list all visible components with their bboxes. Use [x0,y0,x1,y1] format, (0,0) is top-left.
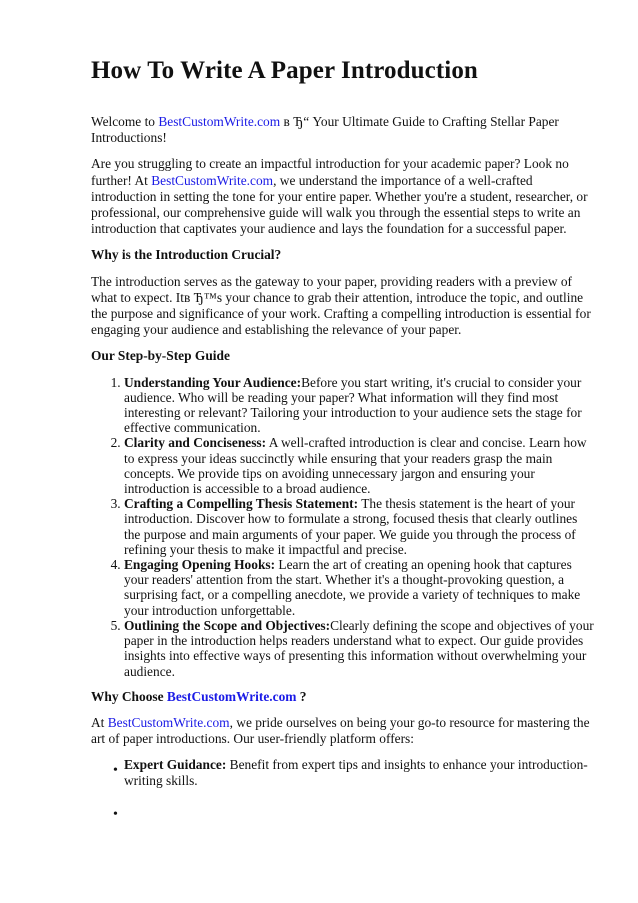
heading-why-choose [91,689,594,705]
brand-link[interactable]: BestCustomWrite.com [151,172,274,188]
offers-list [91,757,594,822]
step-title: Outlining the Scope and Objectives: [124,617,331,633]
intro-paragraph [91,156,594,237]
welcome-post: в Ђ“ Your Ultimate Guide to Crafting Stellar Paper Introductions! [91,114,559,146]
offer-title: Expert Guidance: [124,757,227,773]
list-item [113,757,594,788]
list-item [113,801,594,822]
why-pre: Why Choose [91,688,167,704]
why-paragraph [91,715,594,747]
heading-why-crucial: Why is the Introduction Crucial? [91,247,282,263]
bullet-icon: • [113,763,118,779]
list-item [124,375,594,436]
brand-link[interactable]: BestCustomWrite.com [158,114,281,129]
step-text: Learn the art of creating an opening hook that captures your readers' attention from the start. Whether it's a thought-provoking question, a surprising fact, or a compelling anecdote, we provide a variety of techniques to make your introduction unforgettable. [124,557,581,618]
list-item [124,496,594,557]
step-title: Clarity and Conciseness: [124,435,267,451]
list-item [124,435,594,496]
list-item [124,557,594,618]
brand-link[interactable]: BestCustomWrite.com [107,714,230,730]
intro-pre: Are you struggling to create an impactful introduction for your academic paper? Look no further! At [91,156,569,188]
brand-link[interactable]: BestCustomWrite.com [166,688,297,704]
step-title: Understanding Your Audience: [124,374,302,390]
page-title: How To Write A Paper Introduction [91,57,478,84]
crucial-paragraph: The introduction serves as the gateway to your paper, providing readers with a preview of what to expect. Itв Ђ™s your chance to grab their attention, introduce the topic, and outline the purpose and significance of your work. Crafting a compelling introduction is essential for engaging your audience and establishing the relevance of your paper. [91,273,591,338]
heading-step-guide: Our Step-by-Step Guide [91,348,230,364]
offer-text: Benefit from expert tips and insights to enhance your introduction-writing skills. [124,757,588,788]
step-title: Engaging Opening Hooks: [124,557,276,573]
step-title: Crafting a Compelling Thesis Statement: [124,496,359,512]
why-para-pre: At [91,714,108,730]
step-text: A well-crafted introduction is clear and concise. Learn how to express your ideas succinctly while ensuring that your readers grasp the main concepts. We provide tips on avoiding unnecessary jargon and ensuring your introduction is accessible to a broad audience. [124,435,587,497]
steps-list [91,375,594,679]
step-text: The thesis statement is the heart of your introduction. Discover how to formulate a strong, focused thesis that clearly outlines the purpose and main arguments of your paper. We guide you through the process of refining your thesis to make it impactful and precise. [124,496,578,557]
step-text: Before you start writing, it's crucial to consider your audience. Who will be reading your paper? What information will they find most interesting or relevant? Tailoring your introduction to your audience sets the stage for effective communication. [124,374,582,436]
welcome-pre: Welcome to [91,114,159,129]
welcome-paragraph [91,114,594,146]
list-item [124,618,594,679]
step-text: Clearly defining the scope and objectives of your paper in the introduction helps readers understand what to expect. Our guide provides insights into effective ways of presenting this information without overwhelming your audience. [124,617,594,679]
bullet-icon: • [113,806,118,822]
intro-post: , we understand the importance of a well-crafted introduction in setting the tone for your entire paper. Whether you're a student, researcher, or professional, our comprehensive guide will walk you through the essential steps to write an introduction that captivates your audience and lays the foundation for a successful paper. [91,172,588,237]
why-post: ? [296,688,307,704]
why-para-post: , we pride ourselves on being your go-to resource for mastering the art of paper introductions. Our user-friendly platform offers: [91,714,590,747]
